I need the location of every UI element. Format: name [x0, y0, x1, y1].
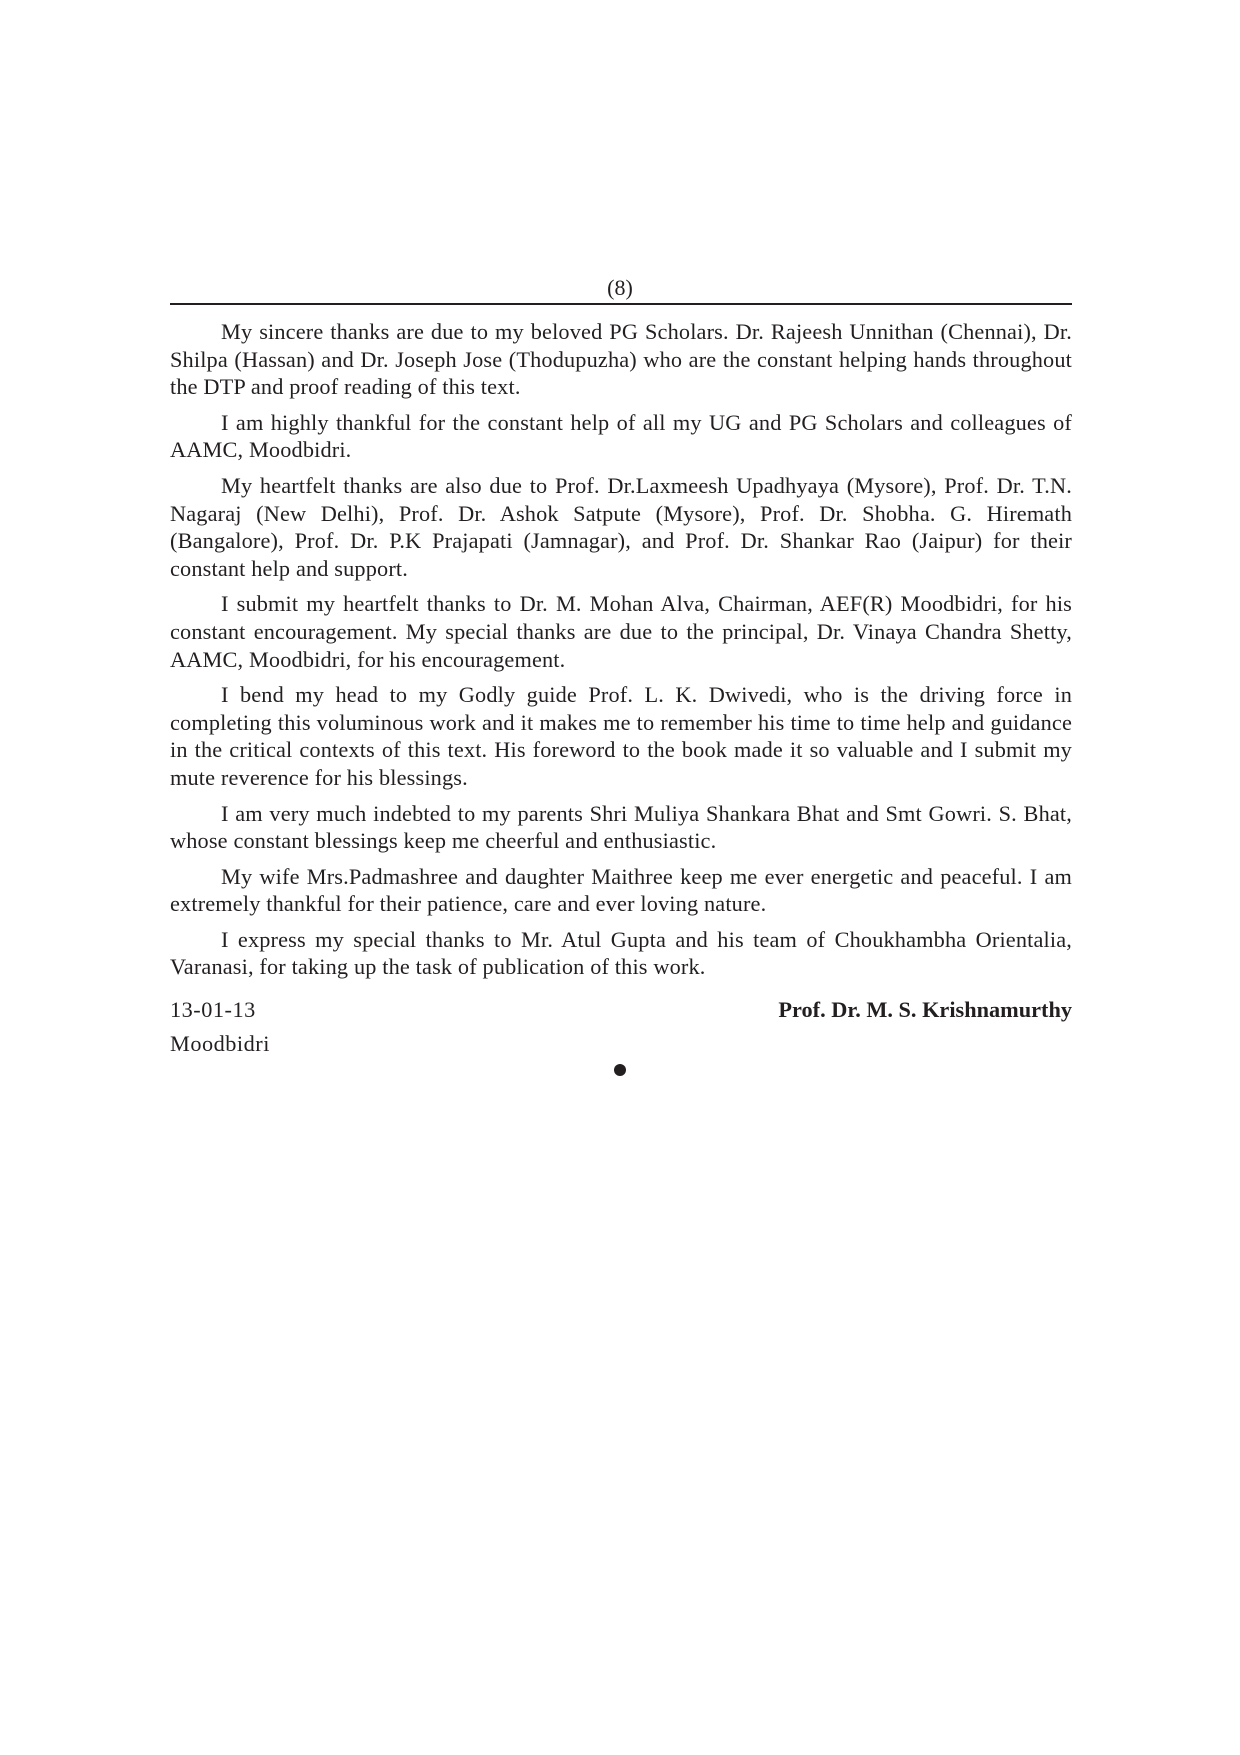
- signoff-block: [170, 993, 1072, 1061]
- acknowledgement-body: [170, 318, 1072, 989]
- paragraph: I express my special thanks to Mr. Atul Gupta and his team of Choukhambha Orientalia, Varanasi, for taking up the task of publication of this work.: [170, 926, 1072, 980]
- signoff-date: 13-01-13: [170, 997, 256, 1022]
- paragraph: I am highly thankful for the constant help of all my UG and PG Scholars and colleagues of AAMC, Moodbidri.: [170, 409, 1072, 463]
- page-number: (8): [607, 275, 633, 300]
- paragraph: I bend my head to my Godly guide Prof. L. K. Dwivedi, who is the driving force in completing this voluminous work and it makes me to remember his time to time help and guidance in the critical contexts of this text. His foreword to the book made it so valuable and I submit my mute reverence for his blessings.: [170, 682, 1072, 790]
- bullet-icon: [614, 1064, 626, 1076]
- signoff-place: Moodbidri: [170, 1031, 270, 1056]
- paragraph: My heartfelt thanks are also due to Prof. Dr.Laxmeesh Upadhyaya (Mysore), Prof. Dr. T.N. Nagaraj (New Delhi), Prof. Dr. Ashok Satpute (Mysore), Prof. Dr. Shobha. G. Hiremath (Bangalore), Prof. Dr. P.K Prajapati (Jamnagar), and Prof. Dr. Shankar Rao (Jaipur) for their constant help and support.: [170, 472, 1072, 581]
- paragraph: I am very much indebted to my parents Shri Muliya Shankara Bhat and Smt Gowri. S. Bhat, whose constant blessings keep me cheerful and enthusiastic.: [170, 800, 1072, 854]
- signoff-row: [170, 993, 1072, 1027]
- paragraph: My wife Mrs.Padmashree and daughter Maithree keep me ever energetic and peaceful. I am extremely thankful for their patience, care and ever loving nature.: [170, 863, 1072, 917]
- signoff-author: Prof. Dr. M. S. Krishnamurthy: [778, 997, 1072, 1022]
- paragraph: I submit my heartfelt thanks to Dr. M. Mohan Alva, Chairman, AEF(R) Moodbidri, for his constant encouragement. My special thanks are due to the principal, Dr. Vinaya Chandra Shetty, AAMC, Moodbidri, for his encouragement.: [170, 591, 1072, 672]
- paragraph: My sincere thanks are due to my beloved PG Scholars. Dr. Rajeesh Unnithan (Chennai), Dr. Shilpa (Hassan) and Dr. Joseph Jose (Thodupuzha) who are the constant helping hands throughout the DTP and proof reading of this text.: [170, 319, 1072, 400]
- header-rule: [170, 303, 1072, 305]
